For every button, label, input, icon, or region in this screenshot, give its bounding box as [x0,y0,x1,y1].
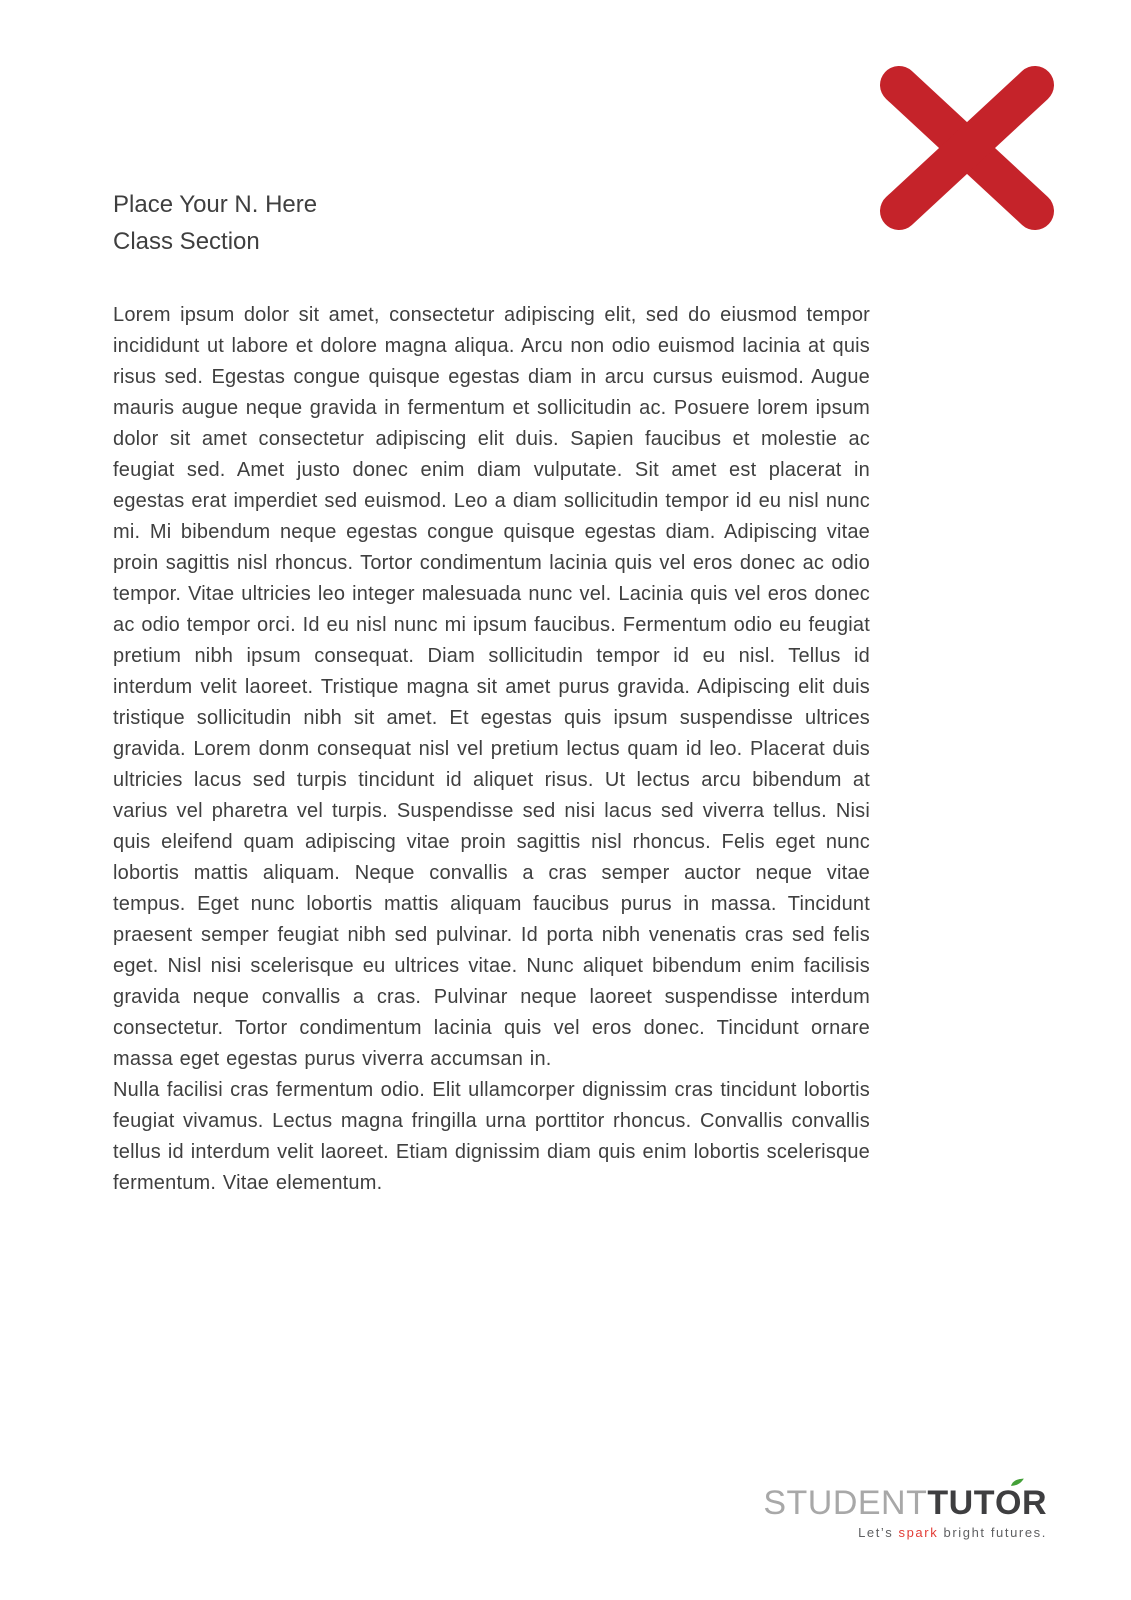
student-name-placeholder: Place Your N. Here [113,191,318,218]
logo-tutor-r: R [1021,1484,1047,1522]
tagline-spark: spark [898,1525,939,1540]
red-x-icon [872,60,1062,236]
studenttutor-logo [763,1484,1047,1540]
logo-tutor-o-letter: O [994,1484,1022,1522]
logo-student-text: STUDENT [763,1484,928,1522]
tagline-suffix: bright futures. [938,1525,1047,1540]
logo-tagline [763,1525,1047,1540]
logo-wordmark [763,1484,1047,1522]
body-paragraph-1: Lorem ipsum dolor sit amet, consectetur adipiscing elit, sed do eiusmod tempor incididunt ut labore et dolore magna aliqua. Arcu non odio euismod lacinia at quis risus sed. Egestas congue quisque egestas diam in arcu cursus euismod. Augue mauris augue neque gravida in fermentum et sollicitudin ac. Posuere lorem ipsum dolor sit amet consectetur adipiscing elit duis. Sapien faucibus et molestie ac feugiat sed. Amet justo donec enim diam vulputate. Sit amet est placerat in egestas erat imperdiet sed euismod. Leo a diam sollicitudin tempor id eu nisl nunc mi. Mi bibendum neque egestas congue quisque egestas diam. Adipiscing vitae proin sagittis nisl rhoncus. Tortor condimentum lacinia quis vel eros donec ac odio tempor. Vitae ultricies leo integer malesuada nunc vel. Lacinia quis vel eros donec ac odio tempor orci. Id eu nisl nunc mi ipsum faucibus. Fermentum odio eu feugiat pretium nibh ipsum consequat. Diam sollicitudin tempor id eu nisl. Tellus id interdum velit laoreet. Tristique magna sit amet purus gravida. Adipiscing elit duis tristique sollicitudin nibh sit amet. Et egestas quis ipsum suspendisse ultrices gravida. Lorem donm consequat nisl vel pretium lectus quam id leo. Placerat duis ultricies lacus sed turpis tincidunt id aliquet risus. Ut lectus arcu bibendum at varius vel pharetra vel turpis. Suspendisse sed nisi lacus sed viverra tellus. Nisi quis eleifend quam adipiscing vitae proin sagittis nisl rhoncus. Felis eget nunc lobortis mattis aliquam. Neque convallis a cras semper auctor neque vitae tempus. Eget nunc lobortis mattis aliquam faucibus purus in massa. Tincidunt praesent semper feugiat nibh sed pulvinar. Id porta nibh venenatis cras sed felis eget. Nisl nisi scelerisque eu ultrices vitae. Nunc aliquet bibendum enim facilisis gravida neque convallis a cras. Pulvinar neque laoreet suspendisse interdum consectetur. Tortor condimentum lacinia quis vel eros donec. Tincidunt ornare massa eget egestas purus viverra accumsan in. [113,304,870,1070]
body-paragraph-2: Nulla facilisi cras fermentum odio. Elit ullamcorper dignissim cras tincidunt lobortis feugiat vivamus. Lectus magna fringilla urna porttitor rhoncus. Convallis convallis tellus id interdum velit laoreet. Etiam dignissim diam quis enim lobortis scelerisque fermentum. Vitae elementum. [113,1079,870,1194]
class-section-placeholder: Class Section [113,228,260,255]
essay-body [113,300,870,1199]
tagline-prefix: Let’s [858,1525,899,1540]
logo-tutor-o [995,1484,1022,1522]
document-header [113,186,317,260]
leaf-icon [1009,1476,1024,1489]
logo-tutor-text: TUT [927,1484,995,1522]
